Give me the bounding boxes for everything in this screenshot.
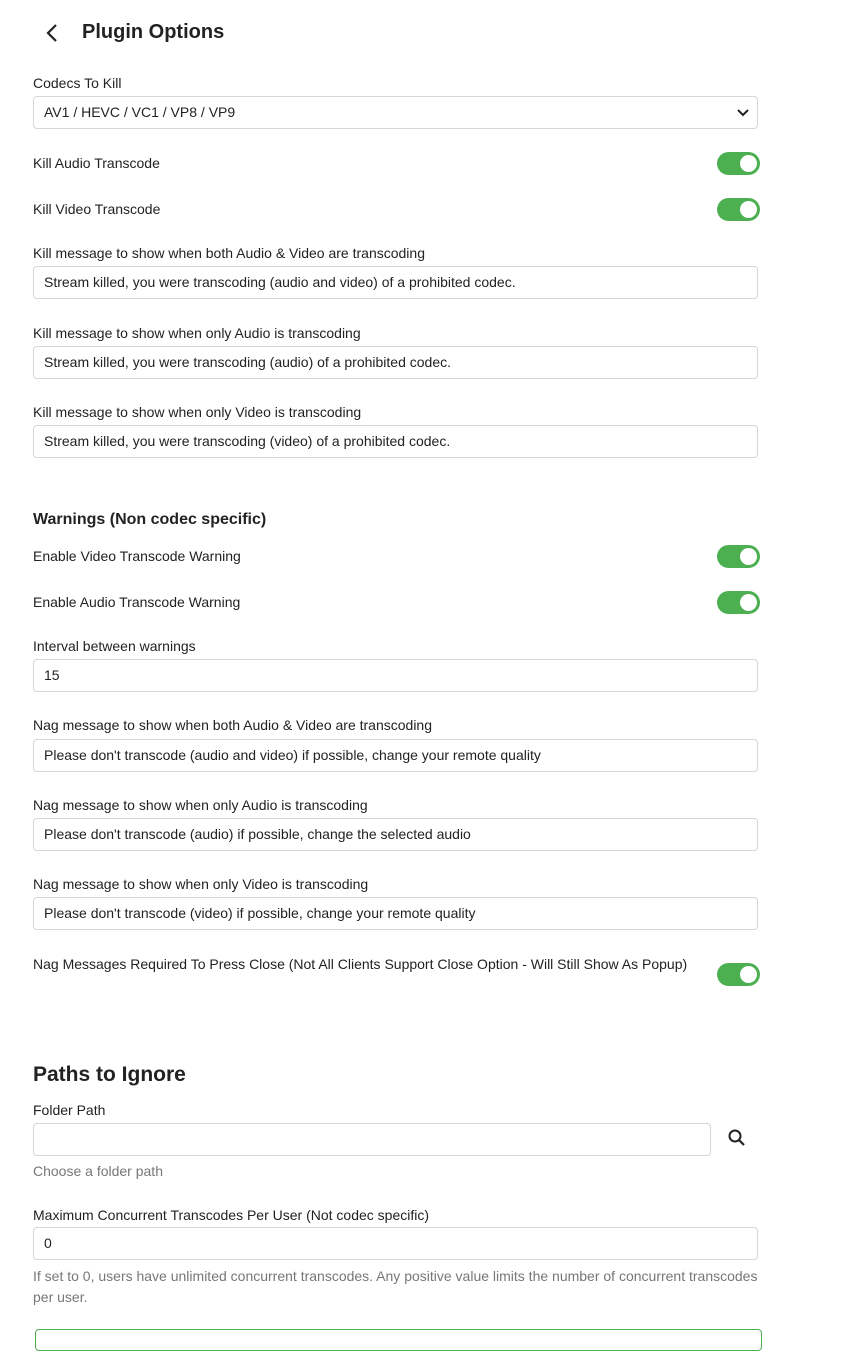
kill-msg-video-label: Kill message to show when only Video is transcoding: [33, 404, 362, 420]
paths-heading: Paths to Ignore: [33, 1063, 186, 1086]
max-concurrent-help: If set to 0, users have unlimited concurrent transcodes. Any positive value limits the number of concurrent transcodes per user.: [33, 1268, 758, 1305]
video-warning-toggle[interactable]: [717, 545, 760, 568]
max-concurrent-input[interactable]: 0: [33, 1227, 758, 1260]
nag-msg-video-input[interactable]: Please don't transcode (video) if possible, change your remote quality: [33, 897, 758, 930]
kill-video-toggle[interactable]: [717, 198, 760, 221]
chevron-down-icon: [737, 108, 749, 118]
kill-audio-label: Kill Audio Transcode: [33, 155, 160, 171]
interval-label: Interval between warnings: [33, 638, 196, 654]
nag-msg-audio-label: Nag message to show when only Audio is transcoding: [33, 797, 368, 813]
codecs-label: Codecs To Kill: [33, 75, 122, 91]
warnings-heading: Warnings (Non codec specific): [33, 511, 267, 528]
interval-input[interactable]: 15: [33, 659, 758, 692]
page-title: Plugin Options: [82, 21, 225, 43]
nag-close-toggle[interactable]: [717, 963, 760, 986]
nag-msg-audio-input[interactable]: Please don't transcode (audio) if possible, change the selected audio: [33, 818, 758, 851]
kill-video-label: Kill Video Transcode: [33, 201, 161, 217]
audio-warning-toggle[interactable]: [717, 591, 760, 614]
kill-msg-both-input[interactable]: Stream killed, you were transcoding (audio and video) of a prohibited codec.: [33, 266, 758, 299]
search-icon[interactable]: [727, 1128, 747, 1148]
nag-msg-both-input[interactable]: Please don't transcode (audio and video) if possible, change your remote quality: [33, 739, 758, 772]
codecs-value: AV1 / HEVC / VC1 / VP8 / VP9: [44, 104, 236, 120]
codecs-select[interactable]: [33, 96, 758, 129]
kill-msg-audio-input[interactable]: Stream killed, you were transcoding (audio) of a prohibited codec.: [33, 346, 758, 379]
kill-msg-video-input[interactable]: Stream killed, you were transcoding (video) of a prohibited codec.: [33, 425, 758, 458]
nag-msg-both-label: Nag message to show when both Audio & Video are transcoding: [33, 717, 432, 733]
folder-path-input[interactable]: [33, 1123, 711, 1156]
folder-path-label: Folder Path: [33, 1102, 106, 1118]
save-button[interactable]: [35, 1329, 762, 1351]
nag-close-label: Nag Messages Required To Press Close (Not All Clients Support Close Option - Will Still Show As Popup): [33, 956, 688, 972]
folder-path-help: Choose a folder path: [33, 1163, 163, 1179]
audio-warning-label: Enable Audio Transcode Warning: [33, 594, 241, 610]
nag-msg-video-label: Nag message to show when only Video is transcoding: [33, 876, 369, 892]
kill-audio-toggle[interactable]: [717, 152, 760, 175]
kill-msg-both-label: Kill message to show when both Audio & Video are transcoding: [33, 245, 425, 261]
back-chevron-icon[interactable]: [44, 23, 60, 43]
video-warning-label: Enable Video Transcode Warning: [33, 548, 241, 564]
kill-msg-audio-label: Kill message to show when only Audio is transcoding: [33, 325, 361, 341]
max-concurrent-label: Maximum Concurrent Transcodes Per User (Not codec specific): [33, 1207, 430, 1223]
